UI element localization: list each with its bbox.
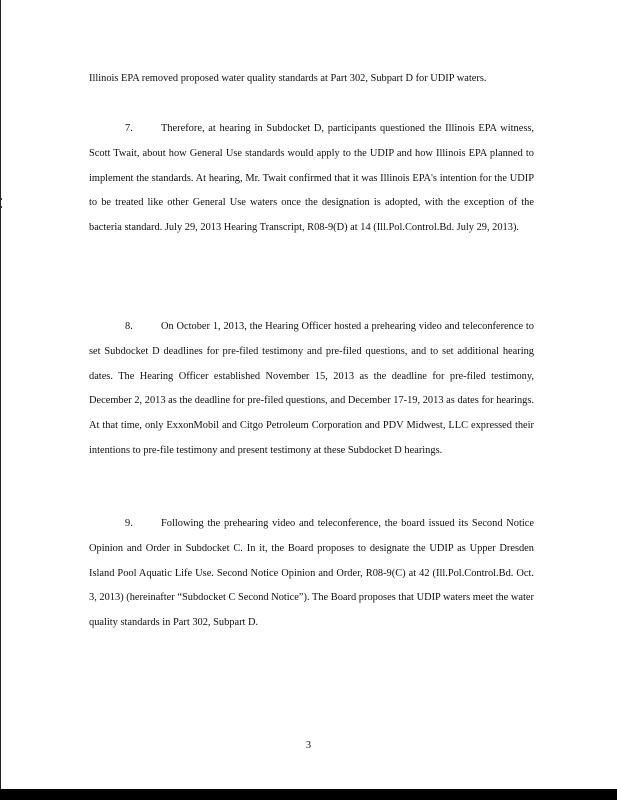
scan-left-edge bbox=[0, 0, 1, 800]
paragraph-7 bbox=[89, 117, 534, 241]
paragraph-text: On October 1, 2013, the Hearing Officer hosted a prehearing video and teleconference to set Subdocket D deadlines for pre-filed testimony and pre-filed questions, and to set additional hearing dates. The Hearing Officer established November 15, 2013 as the deadline for pre-filed testimony, December 2, 2013 as the deadline for pre-filed questions, and December 17-19, 2013 as dates for hearings. At that time, only ExxonMobil and Citgo Petroleum Corporation and PDV Midwest, LLC expressed their intentions to pre-file testimony and present testimony at these Subdocket D hearings. bbox=[89, 321, 534, 456]
paragraph-text: Following the prehearing video and teleconference, the board issued its Second Notice Opinion and Order in Subdocket C. In it, the Board proposes to designate the UDIP as Upper Dresden Island Pool Aquatic Life Use. Second Notice Opinion and Order, R08-9(C) at 42 (Ill.Pol.Control.Bd. Oct. 3, 2013) (hereinafter “Subdocket C Second Notice”). The Board proposes that UDIP waters meet the water quality standards in Part 302, Subpart D. bbox=[89, 518, 534, 629]
continuation-paragraph bbox=[89, 67, 534, 92]
paragraph-number: 7. bbox=[125, 123, 133, 134]
paragraph-number: 8. bbox=[125, 321, 133, 332]
paragraph-number: 9. bbox=[125, 518, 133, 529]
scan-bottom-border bbox=[0, 789, 617, 800]
continuation-text: Illinois EPA removed proposed water quality standards at Part 302, Subpart D for UDIP waters. bbox=[89, 73, 487, 84]
scan-mark bbox=[0, 206, 2, 208]
paragraph-8 bbox=[89, 315, 534, 464]
scan-mark bbox=[0, 198, 2, 200]
paragraph-9 bbox=[89, 512, 534, 636]
page-number: 3 bbox=[305, 740, 312, 751]
paragraph-text: Therefore, at hearing in Subdocket D, participants questioned the Illinois EPA witness, Scott Twait, about how General Use standards would apply to the UDIP and how Illinois EPA planned to implement the standards. At hearing, Mr. Twait confirmed that it was Illinois EPA's intention for the UDIP to be treated like other General Use waters once the designation is adopted, with the exception of the bacteria standard. July 29, 2013 Hearing Transcript, R08-9(D) at 14 (Ill.Pol.Control.Bd. July 29, 2013). bbox=[89, 123, 534, 234]
